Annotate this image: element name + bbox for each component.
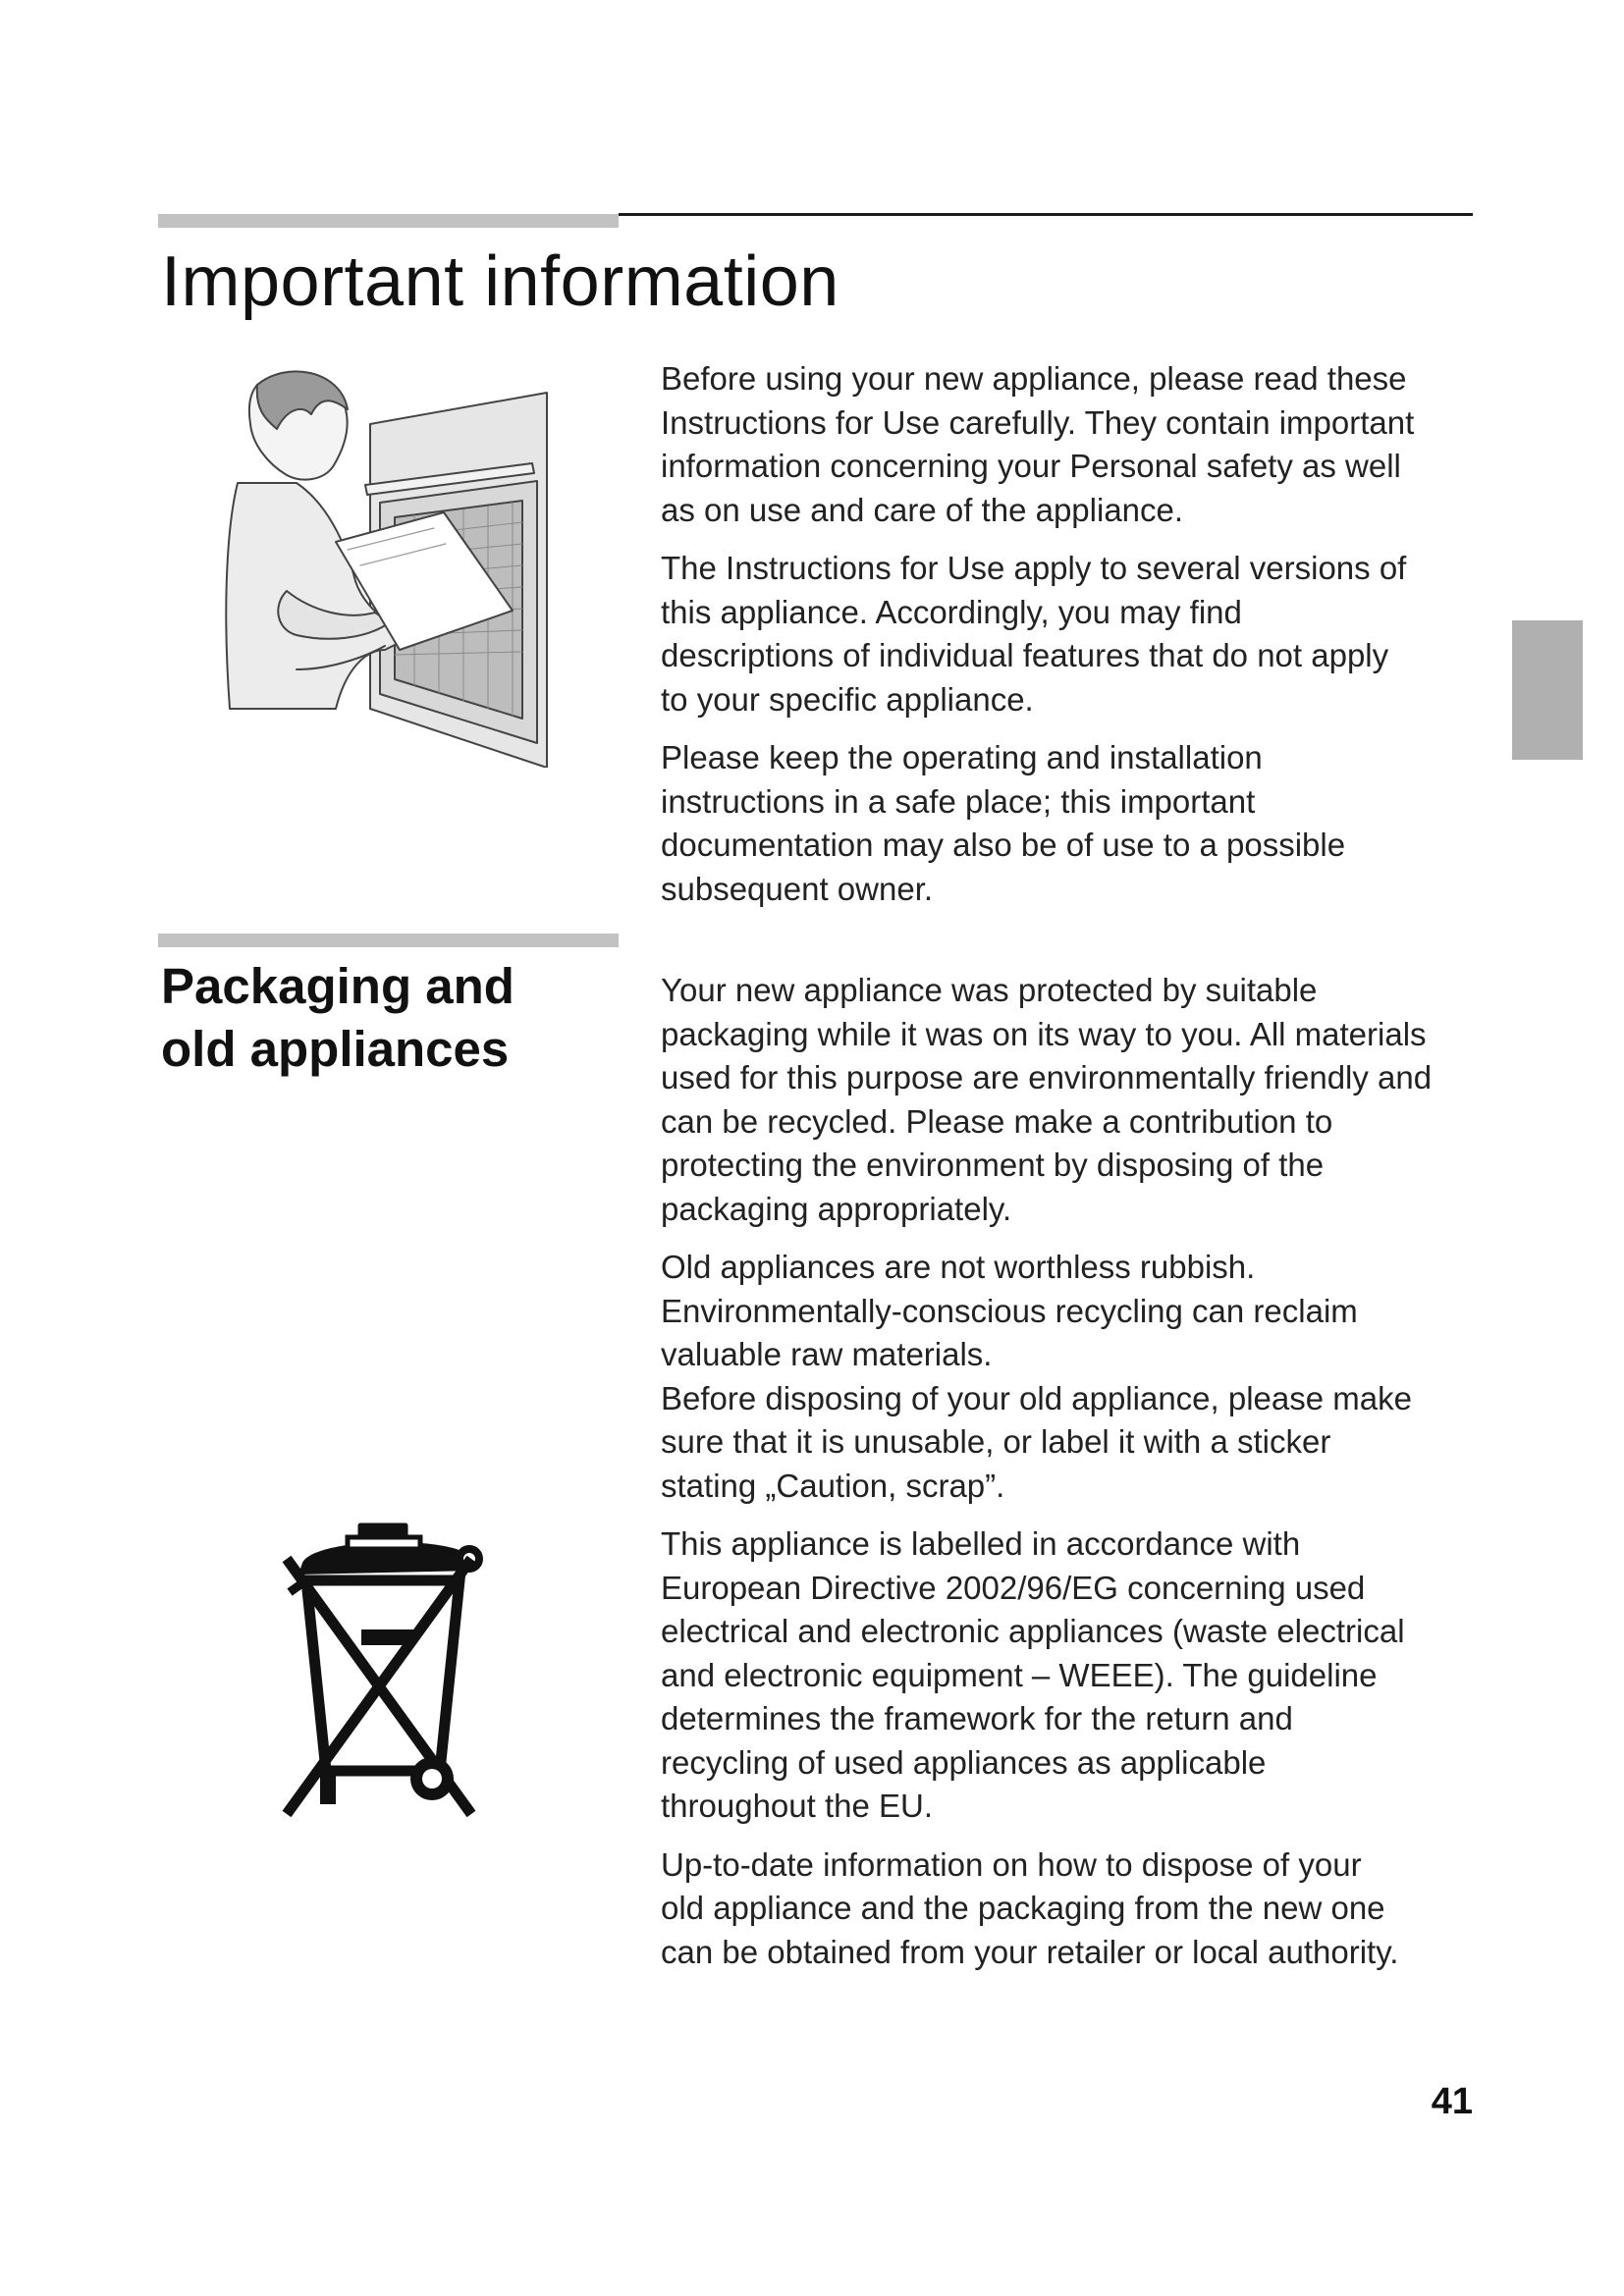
text-line: valuable raw materials.: [661, 1336, 993, 1372]
section-heading-line: Packaging and: [161, 958, 514, 1014]
text-line: Environmentally-conscious recycling can reclaim: [661, 1292, 1358, 1329]
text-line: documentation may also be of use to a possible: [661, 827, 1346, 863]
text-line: Before using your new appliance, please read these: [661, 360, 1407, 397]
packaging-paragraph-2: [661, 1246, 1486, 1377]
section-heading-line: old appliances: [161, 1021, 510, 1077]
person-reading-instructions-illustration: [218, 355, 552, 768]
text-line: Old appliances are not worthless rubbish.: [661, 1249, 1256, 1285]
text-line: Your new appliance was protected by suitable: [661, 972, 1318, 1008]
text-line: Before disposing of your old appliance, please make: [661, 1379, 1412, 1416]
text-line: this appliance. Accordingly, you may find: [661, 593, 1242, 630]
text-line: determines the framework for the return and: [661, 1700, 1293, 1736]
text-line: Instructions for Use carefully. They contain important: [661, 403, 1415, 441]
packaging-paragraph-4: [661, 1522, 1486, 1829]
section-rule-grey: [158, 934, 619, 947]
text-line: subsequent owner.: [661, 870, 934, 907]
text-line: can be obtained from your retailer or local authority.: [661, 1933, 1399, 1970]
text-line: can be recycled. Please make a contribution to: [661, 1102, 1333, 1140]
text-line: Please keep the operating and installation: [661, 739, 1263, 775]
packaging-paragraph-3: [661, 1377, 1486, 1509]
text-line: throughout the EU.: [661, 1788, 934, 1824]
text-line: descriptions of individual features that do not apply: [661, 637, 1389, 673]
text-line: European Directive 2002/96/EG concerning used: [661, 1569, 1366, 1606]
text-line: instructions in a safe place; this important: [661, 782, 1256, 820]
text-line: sure that it is unusable, or label it with a sticker: [661, 1423, 1331, 1460]
text-line: recycling of used appliances as applicable: [661, 1743, 1267, 1781]
intro-paragraph-3: [661, 736, 1486, 911]
packaging-paragraph-1: [661, 969, 1486, 1231]
page-title: Important information: [161, 242, 839, 321]
section-heading-packaging: [161, 955, 514, 1081]
text-line: This appliance is labelled in accordance with: [661, 1525, 1301, 1562]
text-line: The Instructions for Use apply to several versions of: [661, 550, 1407, 586]
page-number: 41: [1431, 2081, 1473, 2122]
text-line: Up-to-date information on how to dispose of your: [661, 1845, 1362, 1883]
text-line: packaging appropriately.: [661, 1190, 1012, 1227]
text-line: to your specific appliance.: [661, 680, 1034, 718]
header-rule-grey: [158, 214, 619, 228]
text-line: stating „Caution, scrap”.: [661, 1467, 1005, 1504]
text-line: protecting the environment by disposing of the: [661, 1147, 1325, 1183]
text-line: electrical and electronic appliances (waste electrical: [661, 1613, 1405, 1649]
chapter-thumb-tab: [1512, 620, 1583, 760]
header-rule-black: [619, 213, 1473, 216]
packaging-text-block: [661, 969, 1486, 1989]
intro-paragraph-2: [661, 547, 1486, 721]
text-line: and electronic equipment – WEEE). The guideline: [661, 1656, 1378, 1693]
text-line: information concerning your Personal safety as well: [661, 448, 1401, 484]
text-line: old appliance and the packaging from the new one: [661, 1890, 1385, 1926]
packaging-paragraph-5: [661, 1843, 1486, 1975]
crossed-out-wheelie-bin-icon: [275, 1520, 491, 1818]
intro-text-block: [661, 357, 1486, 926]
text-line: as on use and care of the appliance.: [661, 491, 1184, 528]
text-line: used for this purpose are environmentally friendly and: [661, 1059, 1433, 1095]
text-line: packaging while it was on its way to you. All materials: [661, 1015, 1427, 1052]
intro-paragraph-1: [661, 357, 1486, 532]
